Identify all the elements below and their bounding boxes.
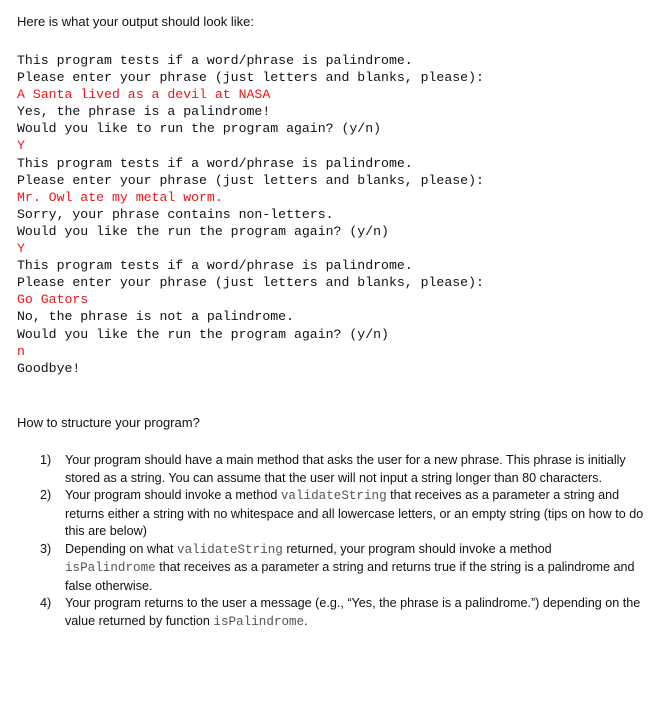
- step-number: 4): [40, 596, 52, 610]
- step-item: [40, 595, 644, 631]
- console-output-line: Goodbye!: [17, 360, 81, 376]
- console-user-input: Go Gators: [17, 292, 89, 308]
- console-user-input: Y: [17, 138, 25, 154]
- console-user-input: n: [17, 343, 25, 359]
- console-user-input: A Santa lived as a devil at NASA: [17, 87, 271, 103]
- console-output: [17, 52, 484, 377]
- code-identifier: isPalindrome: [65, 561, 156, 575]
- step-text: .: [304, 613, 308, 628]
- step-number: 3): [40, 541, 52, 556]
- code-identifier: isPalindrome: [213, 614, 305, 629]
- console-output-line: This program tests if a word/phrase is palindrome.: [17, 258, 413, 274]
- step-text: Depending on what: [65, 541, 178, 556]
- console-output-line: Would you like the run the program again? (y/n): [17, 326, 389, 342]
- code-identifier: validateString: [177, 542, 283, 557]
- step-number: 2): [40, 488, 52, 502]
- step-text: returned, your program should invoke a method: [282, 541, 552, 556]
- console-output-line: Please enter your phrase (just letters and blanks, please):: [17, 70, 484, 86]
- step-item: [40, 541, 644, 596]
- step-number: 1): [40, 453, 52, 467]
- step-text: Your program should invoke a method: [65, 488, 281, 502]
- intro-text: Here is what your output should look like:: [17, 14, 255, 29]
- step-item: [40, 452, 644, 487]
- step-item: [40, 487, 644, 541]
- step-text: that receives as a parameter a string and returns either a string with no whitespace and all lowercase letters, or an empty string (tips on how to do this are below): [65, 488, 644, 538]
- step-text: Your program should have a main method that asks the user for a new phrase. This phrase is initially stored as a string. You can assume that the user will not input a string longer than 80 characters.: [65, 453, 626, 485]
- steps-list: [40, 452, 644, 631]
- console-user-input: Mr. Owl ate my metal worm.: [17, 189, 223, 205]
- console-output-line: This program tests if a word/phrase is palindrome.: [17, 53, 413, 68]
- console-output-line: Please enter your phrase (just letters and blanks, please):: [17, 275, 484, 291]
- code-identifier: validateString: [280, 489, 387, 503]
- step-text: Your program returns to the user a message (e.g., “Yes, the phrase is a palindrome.”) depending on the value returned by function: [65, 596, 641, 628]
- console-output-line: This program tests if a word/phrase is palindrome.: [17, 155, 413, 171]
- console-output-line: Would you like to run the program again? (y/n): [17, 121, 382, 137]
- console-output-line: Would you like the run the program again? (y/n): [17, 223, 389, 239]
- console-output-line: Yes, the phrase is a palindrome!: [17, 104, 271, 120]
- console-user-input: Y: [17, 241, 25, 257]
- console-output-line: Please enter your phrase (just letters and blanks, please):: [17, 172, 484, 188]
- section-heading: How to structure your program?: [17, 415, 200, 430]
- step-text: that receives as a parameter a string and returns true if the string is a palindrome and false otherwise.: [65, 560, 635, 593]
- console-output-line: Sorry, your phrase contains non-letters.: [17, 206, 334, 222]
- console-output-line: No, the phrase is not a palindrome.: [17, 309, 294, 325]
